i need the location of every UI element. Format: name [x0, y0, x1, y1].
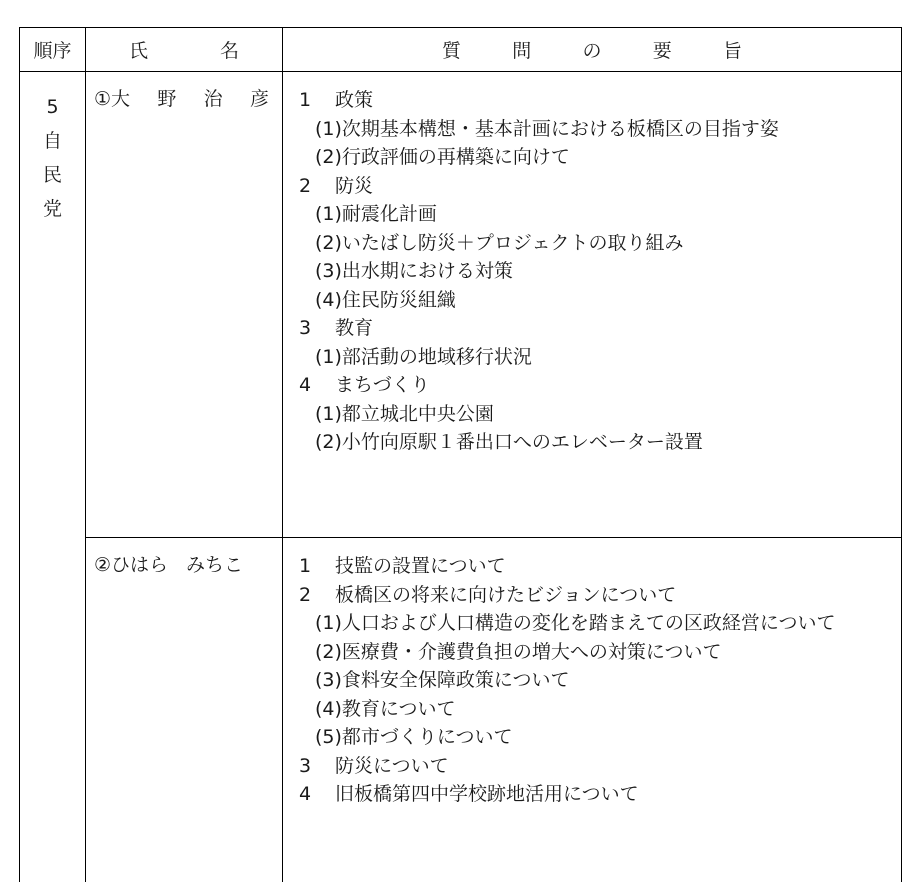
- party-char: 党: [20, 192, 85, 226]
- topic-text: まちづくり: [335, 374, 430, 396]
- subtopic-item: (2)いたばし防災＋プロジェクトの取り組み: [299, 229, 901, 258]
- topics-cell: [283, 538, 902, 882]
- header-topic-char: 問: [512, 36, 531, 63]
- subtopic-item: (1)部活動の地域移行状況: [299, 343, 901, 372]
- topic-item: [299, 86, 901, 115]
- topic-text: 技監の設置について: [335, 555, 506, 577]
- member-name: [94, 86, 269, 112]
- topic-number: 4: [299, 371, 335, 400]
- topic-item: [299, 314, 901, 343]
- topic-text: 防災について: [335, 755, 449, 777]
- header-topic-char: 旨: [723, 36, 742, 63]
- topic-item: [299, 780, 901, 809]
- header-order: [20, 28, 86, 72]
- member-name-part: みちこ: [186, 552, 243, 578]
- topic-item: [299, 752, 901, 781]
- topic-text: 防災: [335, 175, 373, 197]
- header-order-label: 順序: [20, 36, 85, 63]
- topic-item: [299, 172, 901, 201]
- header-topic: [283, 28, 902, 72]
- topic-number: 3: [299, 314, 335, 343]
- member-name-char: 治: [204, 86, 223, 112]
- subtopic-item: (1)次期基本構想・基本計画における板橋区の目指す姿: [299, 115, 901, 144]
- member-name-char: 野: [157, 86, 176, 112]
- party-char: 自: [20, 124, 85, 158]
- subtopic-item: (1)都立城北中央公園: [299, 400, 901, 429]
- topic-number: 1: [299, 86, 335, 115]
- header-topic-char: 質: [442, 36, 461, 63]
- order-cell: [20, 72, 86, 882]
- order-number: 5: [20, 90, 85, 124]
- member-name-cell: [86, 538, 283, 882]
- subtopic-item: (4)教育について: [299, 695, 901, 724]
- subtopic-item: (1)人口および人口構造の変化を踏まえての区政経営について: [299, 609, 901, 638]
- header-name-char: 氏: [129, 36, 148, 63]
- header-topic-char: の: [582, 36, 601, 63]
- member-name-char: ①大: [94, 86, 130, 112]
- header-name-char: 名: [220, 36, 239, 63]
- header-name: [86, 28, 283, 72]
- topic-item: [299, 371, 901, 400]
- topic-text: 旧板橋第四中学校跡地活用について: [335, 783, 639, 805]
- topic-text: 政策: [335, 89, 373, 111]
- member-name: [94, 552, 282, 578]
- topic-text: 板橋区の将来に向けたビジョンについて: [335, 584, 676, 606]
- question-table: [19, 27, 902, 882]
- topic-number: 2: [299, 172, 335, 201]
- header-row: [20, 28, 902, 72]
- member-row: [20, 538, 902, 882]
- subtopic-item: (4)住民防災組織: [299, 286, 901, 315]
- topic-text: 教育: [335, 317, 373, 339]
- subtopic-item: (3)出水期における対策: [299, 257, 901, 286]
- topics-cell: [283, 72, 902, 538]
- member-name-cell: [86, 72, 283, 538]
- member-row: [20, 72, 902, 538]
- subtopic-item: (2)医療費・介護費負担の増大への対策について: [299, 638, 901, 667]
- topic-item: [299, 581, 901, 610]
- party-char: 民: [20, 158, 85, 192]
- header-topic-char: 要: [653, 36, 672, 63]
- topic-number: 2: [299, 581, 335, 610]
- member-name-part: ②ひはら: [94, 552, 168, 578]
- topic-number: 4: [299, 780, 335, 809]
- subtopic-item: (2)小竹向原駅１番出口へのエレベーター設置: [299, 428, 901, 457]
- topic-number: 1: [299, 552, 335, 581]
- topic-item: [299, 552, 901, 581]
- subtopic-item: (1)耐震化計画: [299, 200, 901, 229]
- member-name-char: 彦: [250, 86, 269, 112]
- subtopic-item: (3)食料安全保障政策について: [299, 666, 901, 695]
- subtopic-item: (2)行政評価の再構築に向けて: [299, 143, 901, 172]
- subtopic-item: (5)都市づくりについて: [299, 723, 901, 752]
- topic-number: 3: [299, 752, 335, 781]
